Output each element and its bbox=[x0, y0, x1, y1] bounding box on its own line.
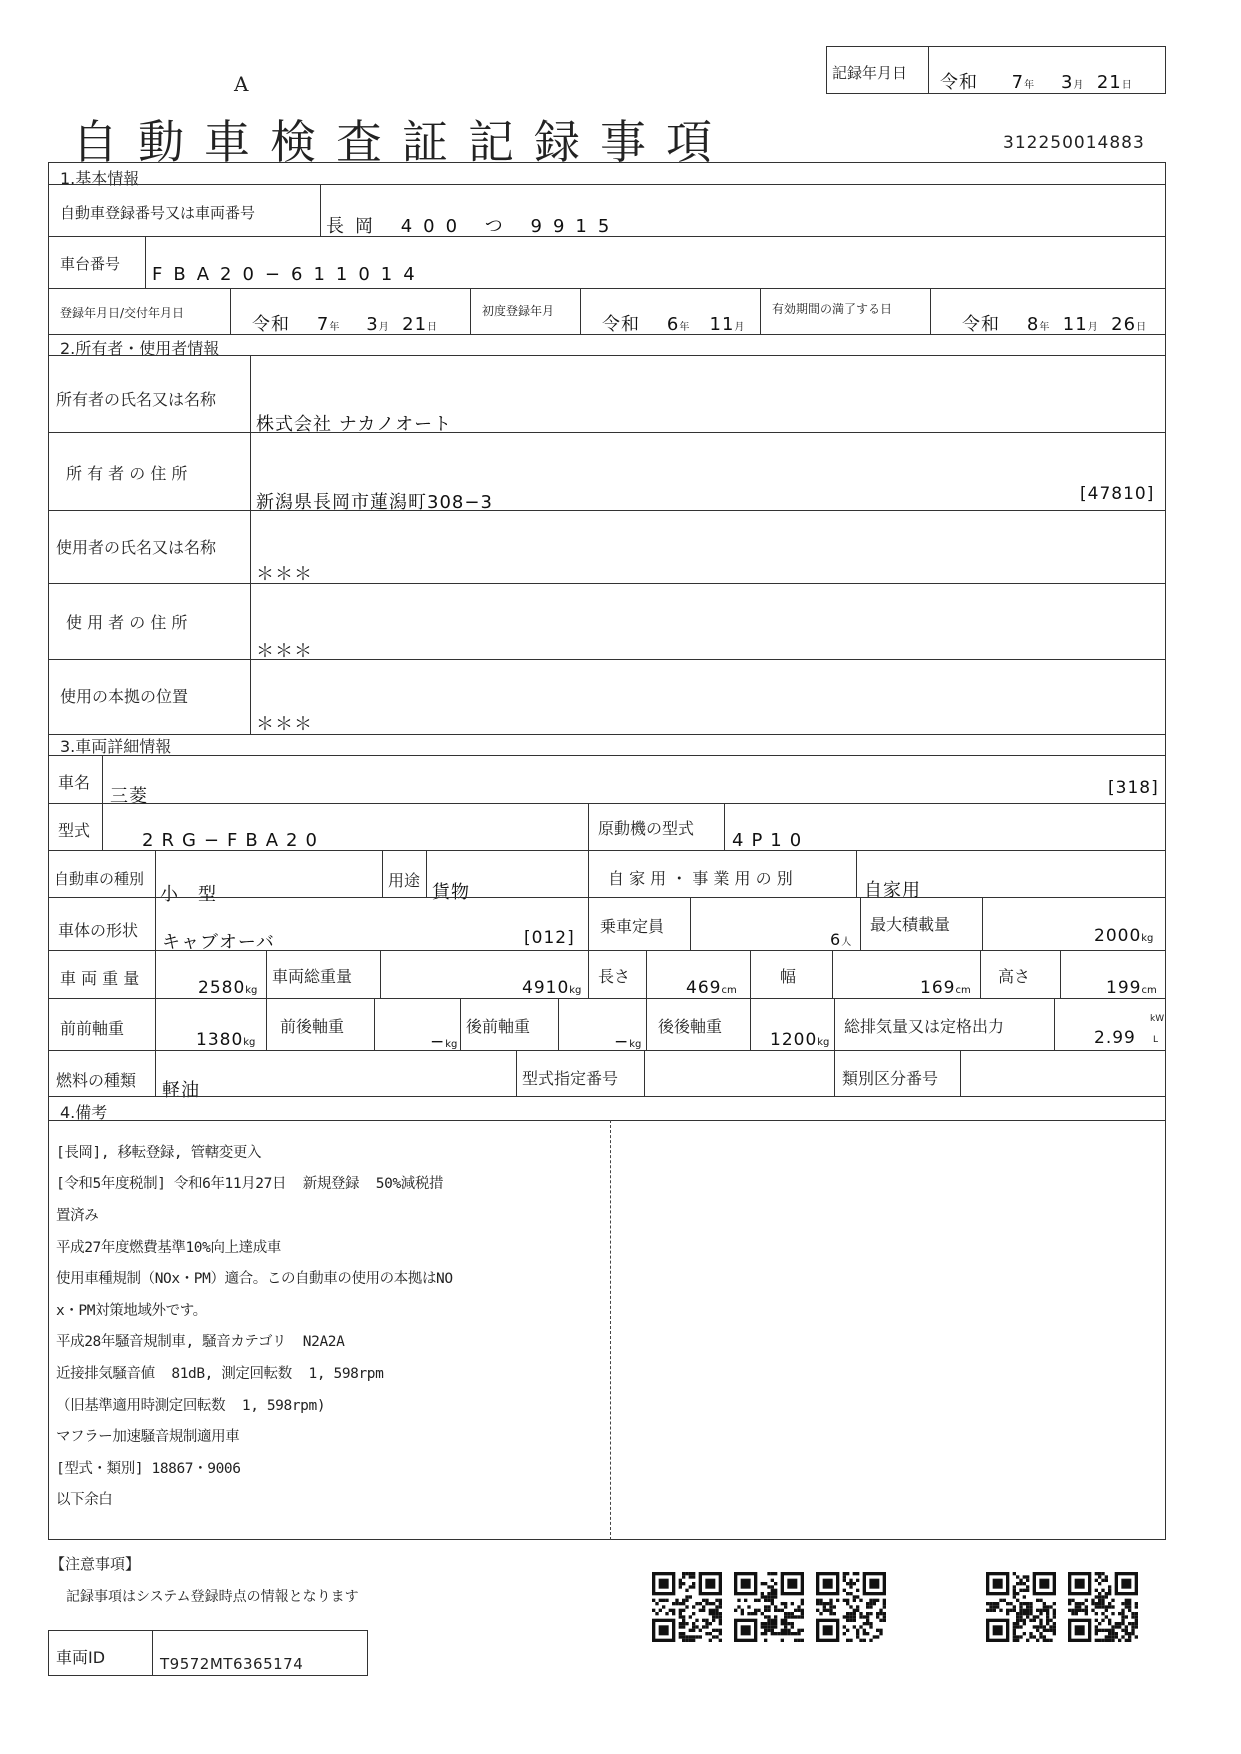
capacity: 6人 bbox=[830, 930, 852, 949]
gross-weight-label: 車両総重量 bbox=[272, 967, 353, 986]
section3-heading: 3.車両詳細情報 bbox=[60, 737, 172, 756]
remarks-text bbox=[56, 1130, 453, 1525]
category-number-label: 類別区分番号 bbox=[842, 1069, 939, 1088]
length: 469cm bbox=[686, 978, 737, 998]
type-designation-label: 型式指定番号 bbox=[522, 1069, 619, 1088]
rear-front-axle-label: 後前軸重 bbox=[466, 1017, 531, 1036]
height: 199cm bbox=[1106, 978, 1157, 998]
front-rear-axle: −kg bbox=[430, 1032, 458, 1052]
owner-address-code: [47810] bbox=[1080, 484, 1155, 504]
remarks-line: マフラー加速騒音規制適用車 bbox=[56, 1429, 240, 1446]
vehicle-weight: 2580kg bbox=[198, 978, 258, 998]
document-number: 312250014883 bbox=[1003, 133, 1145, 153]
displacement-unit-kw: kW bbox=[1150, 1014, 1165, 1024]
registration-date-label: 登録年月日/交付年月日 bbox=[60, 306, 185, 320]
remarks-line: [令和5年度税制] 令和6年11月27日 新規登録 50%減税措 bbox=[56, 1176, 444, 1193]
remarks-line: 平成28年騒音規制車, 騒音カテゴリ N2A2A bbox=[56, 1334, 345, 1351]
user-address-label: 使 用 者 の 住 所 bbox=[66, 613, 188, 632]
front-front-axle-label: 前前軸重 bbox=[60, 1019, 125, 1038]
registration-number: 長岡 400 つ 9915 bbox=[326, 216, 621, 237]
first-registration: 令和 6年 11月 bbox=[602, 314, 745, 335]
qr-code-icon bbox=[986, 1572, 1056, 1642]
model-label: 型式 bbox=[58, 821, 91, 840]
remarks-line: 以下余白 bbox=[56, 1492, 113, 1509]
owner-address-label: 所 有 者 の 住 所 bbox=[66, 464, 188, 483]
max-load: 2000kg bbox=[1094, 926, 1154, 946]
remarks-line: 置済み bbox=[56, 1207, 99, 1224]
capacity-label: 乗車定員 bbox=[600, 917, 665, 936]
base-location: ＊＊＊ bbox=[256, 714, 313, 735]
private-business: 自家用 bbox=[864, 880, 921, 901]
model: 2RG−FBA20 bbox=[142, 830, 325, 851]
remarks-line: （旧基準適用時測定回転数 1, 598rpm) bbox=[56, 1397, 326, 1414]
base-location-label: 使用の本拠の位置 bbox=[60, 687, 189, 706]
fuel-label: 燃料の種類 bbox=[56, 1071, 137, 1090]
make-code: [318] bbox=[1108, 778, 1159, 798]
user-address: ＊＊＊ bbox=[256, 641, 313, 662]
length-label: 長さ bbox=[598, 967, 631, 986]
remarks-line: 平成27年度燃費基準10%向上達成車 bbox=[56, 1239, 281, 1256]
displacement: 2.99 bbox=[1094, 1028, 1136, 1048]
body-shape: キャブオーバ bbox=[162, 932, 275, 953]
form-mark: A bbox=[234, 72, 249, 96]
section2-heading: 2.所有者・使用者情報 bbox=[60, 339, 220, 358]
fuel: 軽油 bbox=[162, 1080, 200, 1101]
page-title: 自動車検査証記録事項 bbox=[72, 115, 732, 169]
qr-code-icon bbox=[1068, 1572, 1138, 1642]
body-shape-code: [012] bbox=[524, 928, 575, 948]
front-front-axle: 1380kg bbox=[196, 1030, 256, 1050]
vehicle-id: T9572MT6365174 bbox=[160, 1655, 304, 1673]
record-date-label: 記録年月日 bbox=[832, 64, 908, 82]
body-shape-label: 車体の形状 bbox=[58, 921, 139, 940]
owner-name: 株式会社 ナカノオート bbox=[256, 414, 453, 435]
remarks-line: 近接排気騒音値 81dB, 測定回転数 1, 598rpm bbox=[56, 1365, 384, 1382]
rear-rear-axle: 1200kg bbox=[770, 1030, 830, 1050]
chassis-number-label: 車台番号 bbox=[60, 255, 121, 273]
remarks-line: [長岡], 移転登録, 管轄変更入 bbox=[56, 1144, 262, 1161]
vehicle-weight-label: 車 両 重 量 bbox=[60, 969, 140, 988]
gross-weight: 4910kg bbox=[522, 978, 582, 998]
qr-code-icon bbox=[652, 1572, 722, 1642]
remarks-line: x・PM対策地域外です。 bbox=[56, 1302, 207, 1319]
record-date-value: 令和 7年 3月 21日 bbox=[940, 72, 1132, 93]
user-name-label: 使用者の氏名又は名称 bbox=[56, 538, 217, 557]
width-label: 幅 bbox=[780, 967, 797, 986]
expiry-date: 令和 8年 11月 26日 bbox=[962, 314, 1147, 335]
notice-heading: 【注意事項】 bbox=[50, 1555, 141, 1573]
registration-number-label: 自動車登録番号又は車両番号 bbox=[60, 204, 256, 222]
owner-address: 新潟県長岡市蓮潟町308−3 bbox=[256, 492, 493, 513]
owner-name-label: 所有者の氏名又は名称 bbox=[56, 390, 217, 409]
private-business-label: 自 家 用 ・ 事 業 用 の 別 bbox=[608, 869, 793, 888]
usage-label: 用途 bbox=[388, 871, 421, 890]
width: 169cm bbox=[920, 978, 971, 998]
make-label: 車名 bbox=[58, 773, 91, 792]
qr-code-icon bbox=[816, 1572, 886, 1642]
vehicle-id-label: 車両ID bbox=[56, 1648, 106, 1667]
height-label: 高さ bbox=[998, 967, 1031, 986]
displacement-unit-l: L bbox=[1153, 1035, 1159, 1045]
remarks-line: 使用車種規制（NOx・PM）適合。この自動車の使用の本拠はNO bbox=[56, 1271, 453, 1288]
engine-model-label: 原動機の型式 bbox=[598, 819, 695, 838]
front-rear-axle-label: 前後軸重 bbox=[280, 1017, 345, 1036]
rear-rear-axle-label: 後後軸重 bbox=[658, 1017, 723, 1036]
expiry-label: 有効期間の満了する日 bbox=[772, 302, 893, 316]
notice-text: 記録事項はシステム登録時点の情報となります bbox=[66, 1589, 359, 1605]
user-name: ＊＊＊ bbox=[256, 564, 313, 585]
remarks-divider bbox=[610, 1120, 611, 1540]
make: 三菱 bbox=[110, 786, 148, 807]
vehicle-class-label: 自動車の種別 bbox=[54, 870, 145, 888]
qr-code-icon bbox=[734, 1572, 804, 1642]
remarks-line: [型式・類別] 18867・9006 bbox=[56, 1460, 241, 1477]
usage: 貨物 bbox=[432, 882, 470, 903]
registration-date: 令和 7年 3月 21日 bbox=[252, 314, 438, 335]
chassis-number: FBA20−611014 bbox=[152, 264, 426, 285]
vehicle-class: 小 型 bbox=[160, 884, 217, 905]
section4-heading: 4.備考 bbox=[60, 1103, 108, 1122]
engine-model: 4P10 bbox=[732, 830, 810, 851]
max-load-label: 最大積載量 bbox=[870, 915, 951, 934]
section1-heading: 1.基本情報 bbox=[60, 169, 140, 188]
displacement-label: 総排気量又は定格出力 bbox=[844, 1017, 1005, 1036]
rear-front-axle: −kg bbox=[614, 1032, 642, 1052]
first-registration-label: 初度登録年月 bbox=[482, 304, 555, 318]
